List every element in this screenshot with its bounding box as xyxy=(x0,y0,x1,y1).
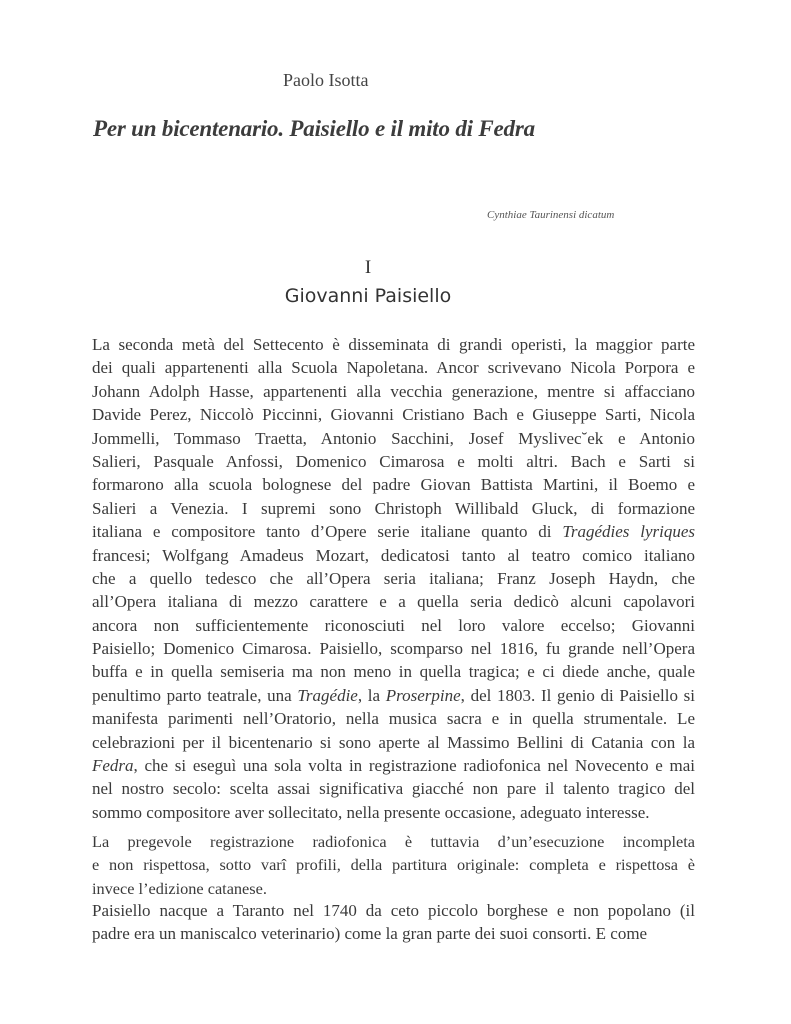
text-segment: formarono alla scuola bolognese del padre Giovan Battista Martini, il Boemo e xyxy=(92,475,695,495)
text-segment: buffa e in quella semiseria ma non meno in quella tragica; e ci diede anche, quale xyxy=(92,662,695,682)
text-segment: padre era un maniscalco veterinario) come la gran parte dei suoi consorti. E come xyxy=(92,924,648,944)
text-segment: italiana e compositore tanto d’Opere serie italiane quanto di xyxy=(92,522,563,542)
text-line xyxy=(92,637,695,660)
text-line xyxy=(92,614,695,637)
text-segment: Jommelli, Tommaso Traetta, Antonio Sacchini, Josef Myslivec˘ek e Antonio xyxy=(92,428,695,448)
text-line xyxy=(92,567,695,590)
text-line xyxy=(92,830,695,853)
text-segment: francesi; Wolfgang Amadeus Mozart, dedicatosi tanto al teatro comico italiano xyxy=(92,545,695,565)
text-segment: Salieri, Pasquale Anfossi, Domenico Cimarosa e molti altri. Bach e Sarti si xyxy=(92,451,695,471)
section-number: I xyxy=(364,257,372,278)
text-segment: Paisiello nacque a Taranto nel 1740 da ceto piccolo borghese e non popolano (il xyxy=(92,901,695,920)
text-segment: Paisiello; Domenico Cimarosa. Paisiello, scomparso nel 1816, fu grande nell’Opera xyxy=(92,639,695,659)
text-segment: che a quello tedesco che all’Opera seria italiana; Franz Joseph Haydn, che xyxy=(92,568,695,588)
italic-text: Tragédie xyxy=(297,685,358,705)
text-segment: invece l’edizione catanese. xyxy=(92,878,267,898)
text-line xyxy=(92,684,695,707)
article-title: Per un bicentenario. Paisiello e il mito di Fedra xyxy=(93,116,535,141)
dedication: Cynthiae Taurinensi dicatum xyxy=(487,209,615,221)
text-segment: , la xyxy=(357,685,386,705)
text-line xyxy=(92,801,695,824)
text-line xyxy=(92,333,695,356)
text-line xyxy=(92,590,695,613)
text-line xyxy=(92,544,695,567)
text-segment: Salieri a Venezia. I supremi sono Christoph Willibald Gluck, di formazione xyxy=(92,498,695,518)
text-segment: dei quali appartenenti alla Scuola Napoletana. Ancor scrivevano Nicola Porpora e xyxy=(92,358,695,378)
text-line xyxy=(92,497,695,520)
paragraph-1 xyxy=(92,333,695,824)
text-segment: sommo compositore aver sollecitato, nella presente occasione, adeguato interesse. xyxy=(92,802,650,822)
text-segment: , del 1803. Il genio di Paisiello si xyxy=(460,685,695,705)
italic-text: Tragédies lyriques xyxy=(562,522,695,542)
text-segment: , che si eseguì una sola volta in registrazione radiofonica nel Novecento e mai xyxy=(133,756,695,776)
text-line xyxy=(92,380,695,403)
text-segment: ancora non sufficientemente riconosciuti nel loro valore eccelso; Giovanni xyxy=(92,615,695,635)
text-segment: penultimo parto teatrale, una xyxy=(92,685,298,705)
italic-text: Proserpine xyxy=(385,685,461,705)
text-line xyxy=(92,754,695,777)
section-title: Giovanni Paisiello xyxy=(284,285,452,307)
text-line xyxy=(92,473,695,496)
author-name: Paolo Isotta xyxy=(283,70,369,90)
text-segment: nel nostro secolo: scelta assai significativa giacché non pare il talento tragico del xyxy=(92,779,695,799)
italic-text: Fedra xyxy=(92,756,134,776)
text-line xyxy=(92,922,695,945)
text-segment: all’Opera italiana di mezzo carattere e a quella seria dedicò alcuni capolavori xyxy=(92,592,695,612)
text-segment: Davide Perez, Niccolò Piccinni, Giovanni Cristiano Bach e Giuseppe Sarti, Nicola xyxy=(92,405,695,425)
text-segment: manifesta parimenti nell’Oratorio, nella musica sacra e in quella strumentale. Le xyxy=(92,709,695,729)
text-segment: celebrazioni per il bicentenario si sono aperte al Massimo Bellini di Catania con la xyxy=(92,732,695,752)
text-line xyxy=(92,853,695,876)
text-line xyxy=(92,520,695,543)
text-line xyxy=(92,777,695,800)
text-line xyxy=(92,403,695,426)
text-line xyxy=(92,899,695,922)
text-segment: Johann Adolph Hasse, appartenenti alla vecchia generazione, mentre si affacciano xyxy=(92,381,695,401)
paragraph-2 xyxy=(92,830,695,900)
paragraph-3 xyxy=(92,899,695,946)
text-line xyxy=(92,427,695,450)
text-line xyxy=(92,877,695,900)
text-line xyxy=(92,450,695,473)
text-line xyxy=(92,356,695,379)
text-segment: e non rispettosa, sotto varî profili, della partitura originale: completa e rispettosa è xyxy=(92,855,695,875)
text-line xyxy=(92,731,695,754)
text-segment: La seconda metà del Settecento è disseminata di grandi operisti, la maggior parte xyxy=(92,335,695,354)
text-line xyxy=(92,660,695,683)
text-line xyxy=(92,707,695,730)
text-segment: La pregevole registrazione radiofonica è tuttavia d’un’esecuzione incompleta xyxy=(92,832,695,851)
